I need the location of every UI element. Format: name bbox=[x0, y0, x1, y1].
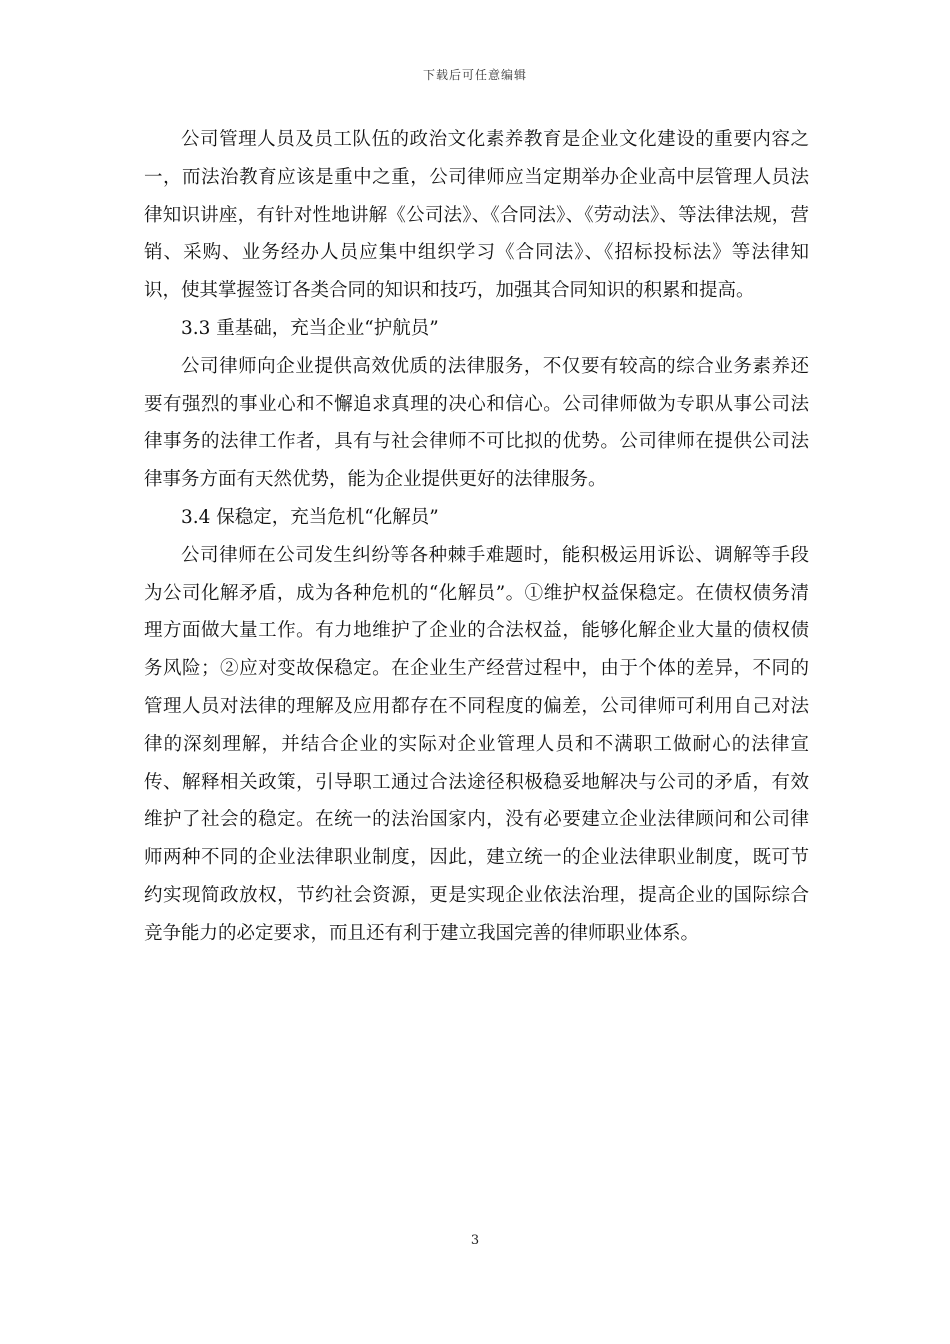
section-heading-3-3: 3.3 重基础，充当企业“护航员” bbox=[181, 317, 439, 339]
paragraph-legal-service: 公司律师向企业提供高效优质的法律服务，不仅要有较高的综合业务素养还要有强烈的事业心和不懈追求真理的决心和信心。公司律师做为专职从事公司法律事务的法律工作者，具有与社会律师不可比拟的优势。公司律师在提供公司法律事务方面有天然优势，能为企业提供更好的法律服务。 bbox=[144, 355, 809, 491]
document-body bbox=[144, 121, 809, 953]
section-heading-3-4: 3.4 保稳定，充当危机“化解员” bbox=[181, 506, 439, 528]
paragraph-political-education: 公司管理人员及员工队伍的政治文化素养教育是企业文化建设的重要内容之一，而法治教育应该是重中之重，公司律师应当定期举办企业高中层管理人员法律知识讲座，有针对性地讲解《公司法》、《合同法》、《劳动法》、等法律法规，营销、采购、业务经办人员应集中组织学习《合同法》、《招标投标法》等法律知识，使其掌握签订各类合同的知识和技巧，加强其合同知识的积累和提高。 bbox=[144, 129, 809, 302]
page-header: 下载后可任意编辑 bbox=[422, 68, 527, 82]
page-number: 3 bbox=[470, 1233, 480, 1248]
paragraph-crisis-resolution: 公司律师在公司发生纠纷等各种棘手难题时，能积极运用诉讼、调解等手段为公司化解矛盾，成为各种危机的“化解员”。①维护权益保稳定。在债权债务清理方面做大量工作。有力地维护了企业的合法权益，能够化解企业大量的债权债务风险；②应对变故保稳定。在企业生产经营过程中，由于个体的差异，不同的管理人员对法律的理解及应用都存在不同程度的偏差，公司律师可利用自己对法律的深刻理解，并结合企业的实际对企业管理人员和不满职工做耐心的法律宣传、解释相关政策，引导职工通过合法途径积极稳妥地解决与公司的矛盾，有效维护了社会的稳定。在统一的法治国家内，没有必要建立企业法律顾问和公司律师两种不同的企业法律职业制度，因此，建立统一的企业法律职业制度，既可节约实现简政放权，节约社会资源，更是实现企业依法治理，提高企业的国际综合竞争能力的必定要求，而且还有利于建立我国完善的律师职业体系。 bbox=[144, 544, 809, 944]
